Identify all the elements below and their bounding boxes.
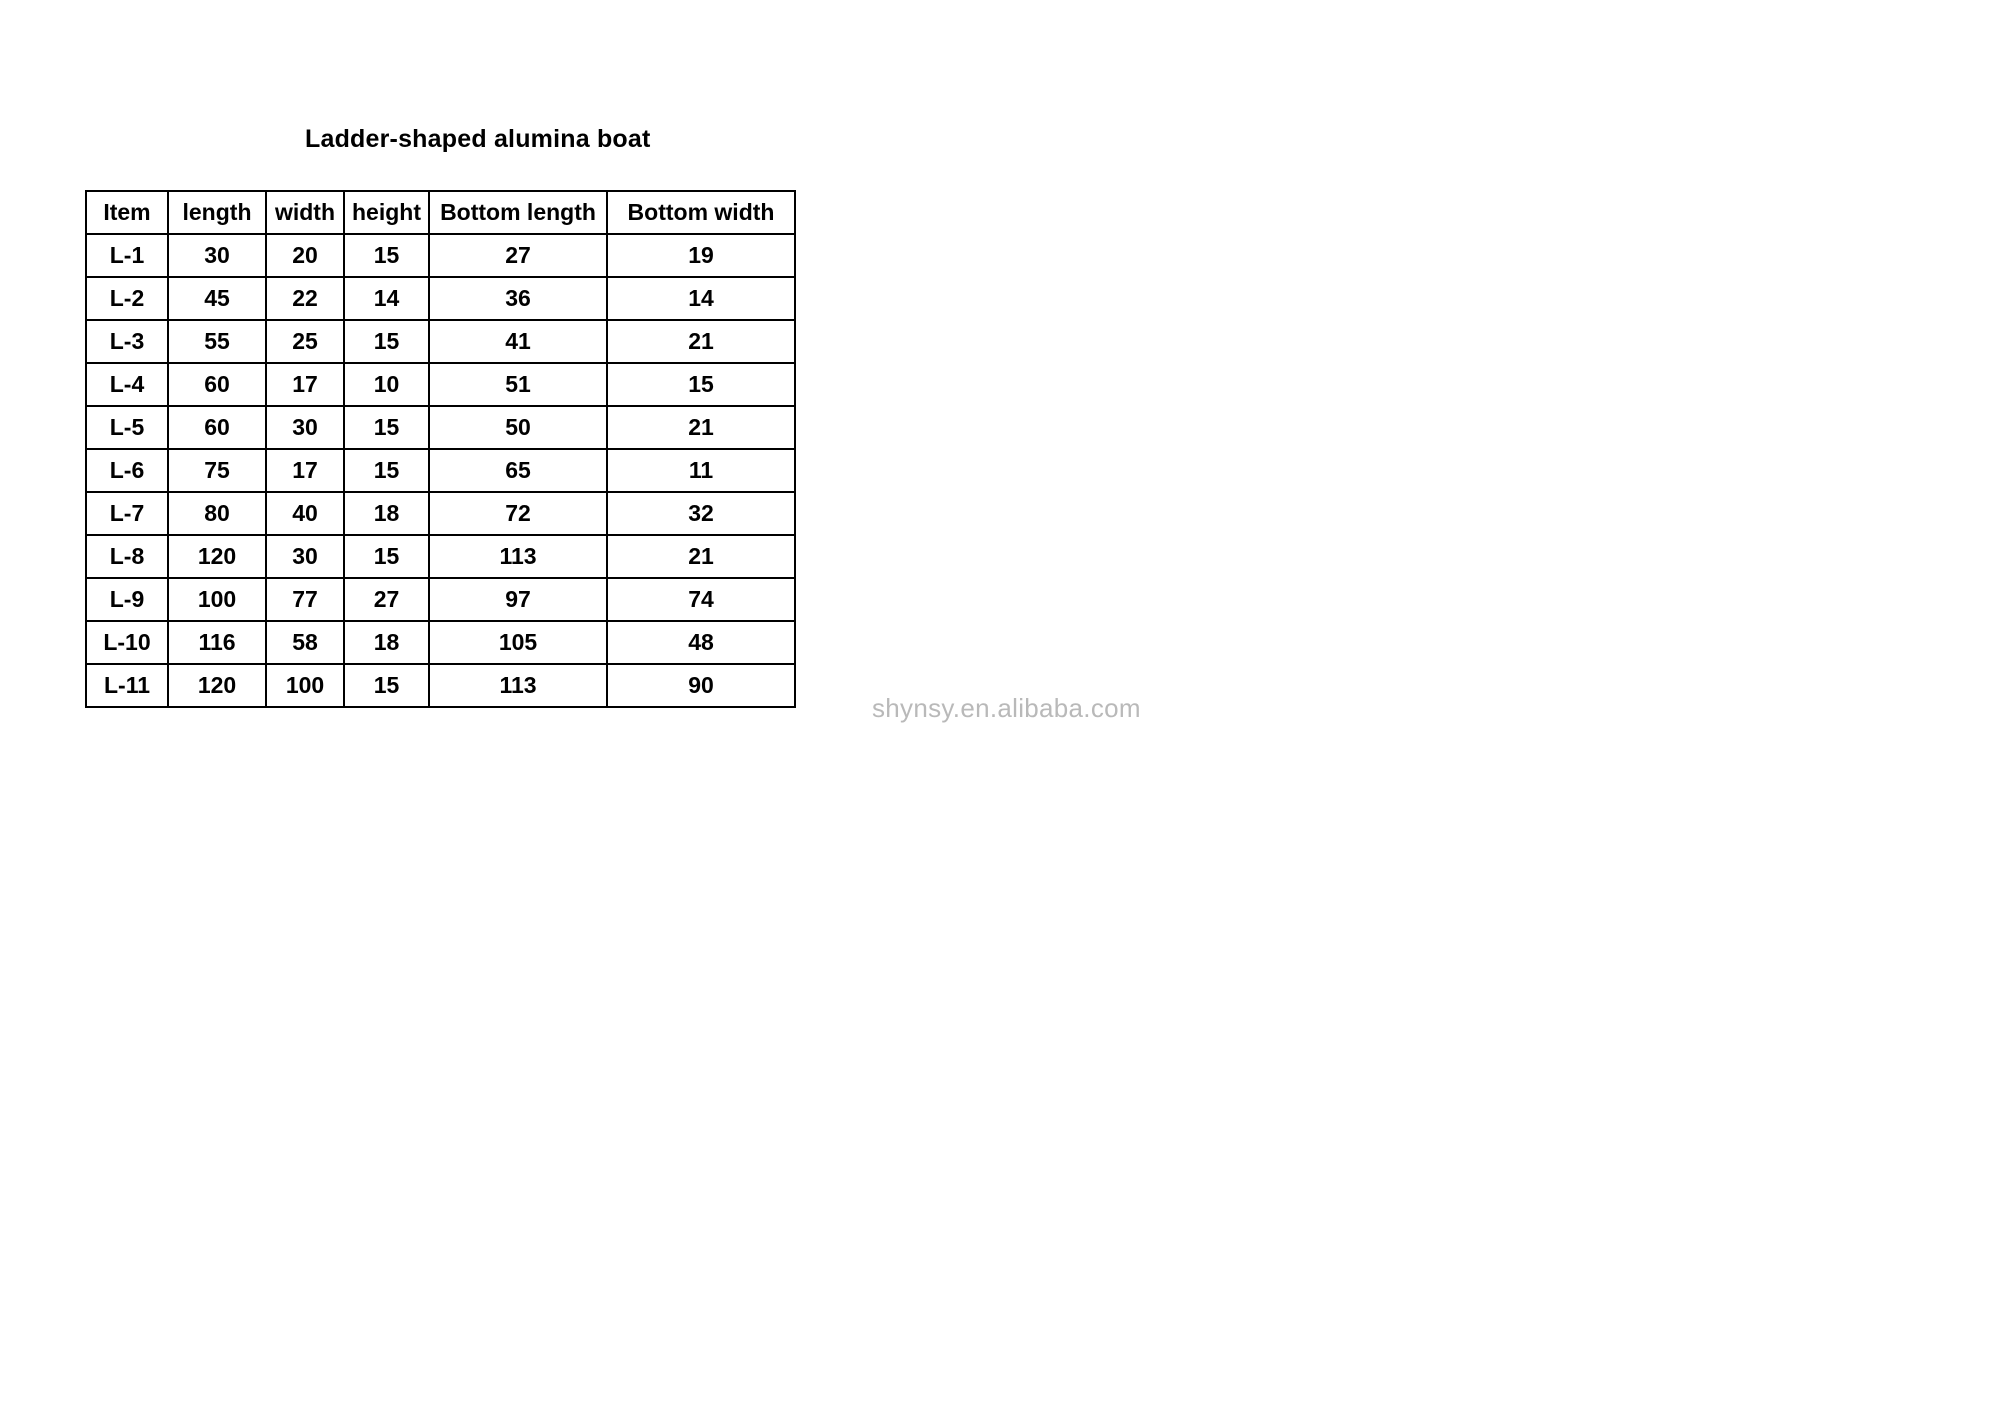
cell-item: L-10 [86, 621, 168, 664]
cell-length: 55 [168, 320, 266, 363]
table-row [86, 449, 795, 492]
table-row [86, 492, 795, 535]
cell-width: 17 [266, 449, 344, 492]
cell-bottom-width: 11 [607, 449, 795, 492]
cell-length: 120 [168, 664, 266, 707]
watermark-text: shynsy.en.alibaba.com [872, 693, 1141, 723]
cell-bottom-width: 48 [607, 621, 795, 664]
cell-length: 60 [168, 406, 266, 449]
cell-length: 75 [168, 449, 266, 492]
cell-length: 100 [168, 578, 266, 621]
cell-bottom-width: 15 [607, 363, 795, 406]
cell-height: 15 [344, 449, 429, 492]
cell-height: 15 [344, 535, 429, 578]
cell-width: 100 [266, 664, 344, 707]
cell-height: 10 [344, 363, 429, 406]
cell-width: 22 [266, 277, 344, 320]
cell-length: 116 [168, 621, 266, 664]
cell-width: 20 [266, 234, 344, 277]
cell-item: L-8 [86, 535, 168, 578]
cell-bottom-width: 21 [607, 535, 795, 578]
cell-bottom-width: 90 [607, 664, 795, 707]
cell-length: 45 [168, 277, 266, 320]
table-header [86, 191, 795, 234]
cell-bottom-length: 51 [429, 363, 607, 406]
cell-bottom-width: 21 [607, 320, 795, 363]
cell-item: L-3 [86, 320, 168, 363]
specifications-table [85, 190, 796, 708]
cell-item: L-4 [86, 363, 168, 406]
cell-bottom-length: 72 [429, 492, 607, 535]
cell-bottom-length: 113 [429, 535, 607, 578]
cell-bottom-length: 27 [429, 234, 607, 277]
table-row [86, 277, 795, 320]
cell-bottom-length: 36 [429, 277, 607, 320]
table-row [86, 363, 795, 406]
cell-bottom-length: 105 [429, 621, 607, 664]
cell-height: 18 [344, 492, 429, 535]
table-body [86, 234, 795, 707]
cell-height: 14 [344, 277, 429, 320]
table-header-row [86, 191, 795, 234]
table-row [86, 320, 795, 363]
cell-height: 15 [344, 664, 429, 707]
cell-bottom-length: 97 [429, 578, 607, 621]
column-header-length: length [168, 191, 266, 234]
page-title: Ladder-shaped alumina boat [305, 125, 651, 153]
cell-length: 80 [168, 492, 266, 535]
cell-width: 30 [266, 535, 344, 578]
cell-height: 15 [344, 320, 429, 363]
cell-width: 40 [266, 492, 344, 535]
cell-bottom-width: 21 [607, 406, 795, 449]
cell-item: L-2 [86, 277, 168, 320]
cell-item: L-6 [86, 449, 168, 492]
cell-width: 30 [266, 406, 344, 449]
cell-item: L-1 [86, 234, 168, 277]
table-row [86, 664, 795, 707]
cell-height: 15 [344, 234, 429, 277]
cell-bottom-width: 14 [607, 277, 795, 320]
column-header-height: height [344, 191, 429, 234]
cell-bottom-width: 74 [607, 578, 795, 621]
cell-height: 18 [344, 621, 429, 664]
cell-width: 17 [266, 363, 344, 406]
column-header-bottom-width: Bottom width [607, 191, 795, 234]
cell-height: 15 [344, 406, 429, 449]
cell-width: 58 [266, 621, 344, 664]
cell-item: L-11 [86, 664, 168, 707]
cell-bottom-length: 113 [429, 664, 607, 707]
cell-bottom-length: 41 [429, 320, 607, 363]
table-row [86, 535, 795, 578]
cell-height: 27 [344, 578, 429, 621]
cell-bottom-length: 65 [429, 449, 607, 492]
cell-item: L-5 [86, 406, 168, 449]
cell-length: 30 [168, 234, 266, 277]
table-row [86, 406, 795, 449]
cell-width: 77 [266, 578, 344, 621]
cell-length: 120 [168, 535, 266, 578]
table-row [86, 578, 795, 621]
column-header-bottom-length: Bottom length [429, 191, 607, 234]
cell-bottom-width: 19 [607, 234, 795, 277]
cell-item: L-9 [86, 578, 168, 621]
cell-item: L-7 [86, 492, 168, 535]
cell-width: 25 [266, 320, 344, 363]
cell-length: 60 [168, 363, 266, 406]
table-row [86, 234, 795, 277]
table-row [86, 621, 795, 664]
cell-bottom-length: 50 [429, 406, 607, 449]
cell-bottom-width: 32 [607, 492, 795, 535]
column-header-item: Item [86, 191, 168, 234]
column-header-width: width [266, 191, 344, 234]
